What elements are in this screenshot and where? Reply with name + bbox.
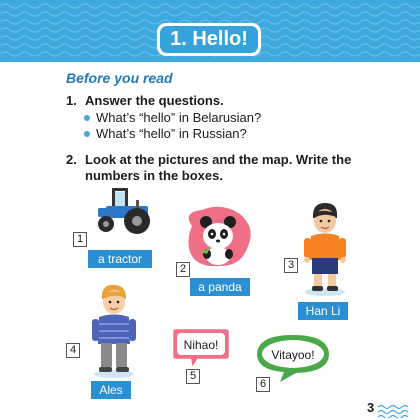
question-1 bbox=[66, 93, 224, 108]
bullet-item bbox=[84, 126, 247, 141]
picture-label: Han Li bbox=[298, 302, 348, 320]
picture-label: a panda bbox=[190, 278, 250, 296]
bullet-text: What’s “hello” in Russian? bbox=[96, 126, 247, 141]
boy-icon bbox=[88, 282, 140, 378]
picture-label: Ales bbox=[91, 381, 131, 399]
question-2 bbox=[66, 152, 352, 184]
answer-box[interactable]: 1 bbox=[73, 232, 87, 247]
bubble-text: Vitayoo! bbox=[271, 348, 315, 362]
answer-box[interactable]: 2 bbox=[176, 262, 190, 277]
bullet-icon bbox=[84, 131, 90, 137]
question-text: Answer the questions. bbox=[85, 93, 224, 108]
panda-icon bbox=[182, 206, 254, 270]
page-number: 3 bbox=[367, 400, 375, 415]
header-banner bbox=[0, 0, 420, 62]
question-number: 1. bbox=[66, 93, 77, 108]
speech-bubble-icon bbox=[170, 326, 232, 372]
answer-box[interactable]: 5 bbox=[186, 369, 200, 384]
bullet-item bbox=[84, 110, 261, 125]
answer-box[interactable]: 4 bbox=[66, 343, 80, 358]
question-text-line2: numbers in the boxes. bbox=[85, 168, 223, 183]
bullet-icon bbox=[84, 115, 90, 121]
boy-icon bbox=[300, 200, 350, 296]
answer-box[interactable]: 3 bbox=[284, 258, 298, 273]
section-heading: Before you read bbox=[66, 70, 173, 86]
wave-decoration-icon bbox=[378, 404, 412, 418]
bullet-text: What’s “hello” in Belarusian? bbox=[96, 110, 262, 125]
tractor-icon bbox=[92, 184, 158, 236]
lesson-title: 1. Hello! bbox=[160, 26, 258, 53]
bubble-text: Nihao! bbox=[183, 338, 219, 352]
lesson-title-badge bbox=[157, 23, 261, 56]
question-text-line1: Look at the pictures and the map. Write the bbox=[85, 152, 352, 167]
answer-box[interactable]: 6 bbox=[256, 377, 270, 392]
picture-label: a tractor bbox=[88, 250, 152, 268]
question-number: 2. bbox=[66, 152, 77, 167]
